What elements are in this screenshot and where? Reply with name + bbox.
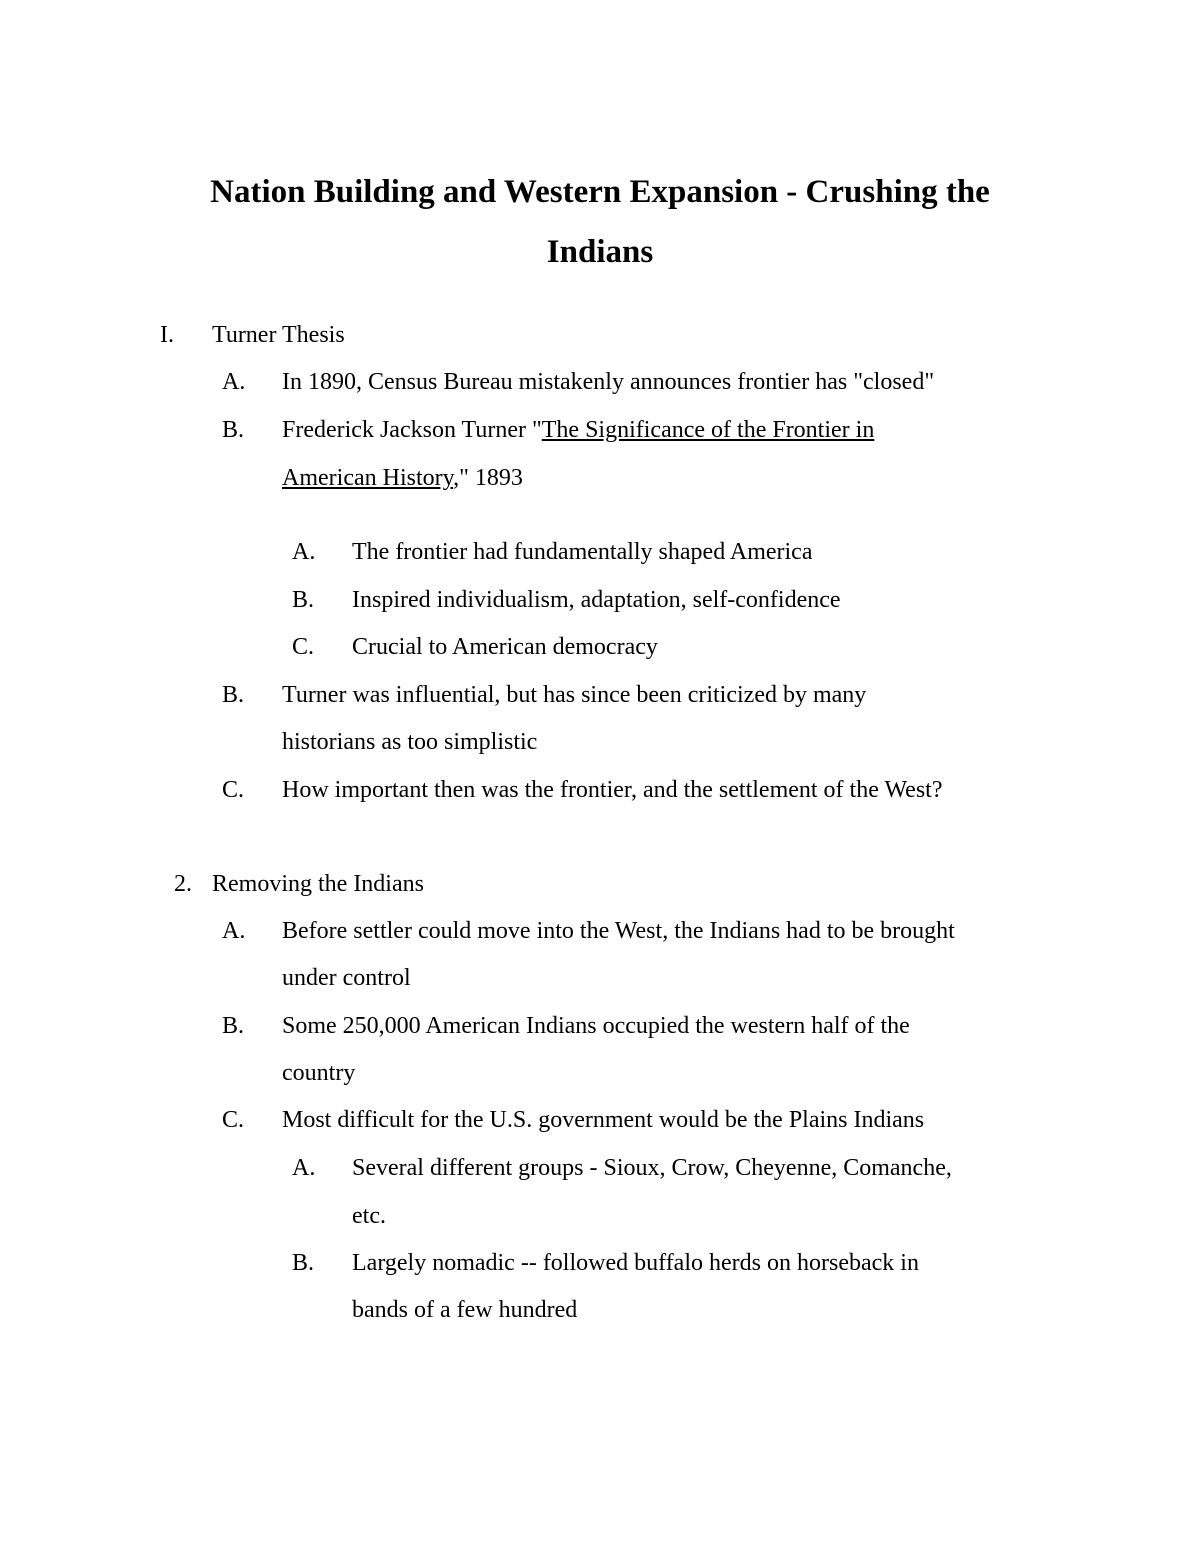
subitem-1b-c-text: Crucial to American democracy <box>352 634 658 660</box>
item-2b-text-line-2: country <box>282 1060 356 1086</box>
item-1b-marker: B. <box>222 417 245 443</box>
item-2c-marker: C. <box>222 1107 245 1133</box>
item-1c-marker: C. <box>222 777 245 803</box>
subitem-1b-a-text: The frontier had fundamentally shaped America <box>352 539 813 565</box>
item-1b-work-title-part-2: American History <box>282 465 454 491</box>
item-2c-text: Most difficult for the U.S. government would be the Plains Indians <box>282 1107 925 1133</box>
subitem-2c-a-text-line-2: etc. <box>352 1203 386 1229</box>
item-1b-text-line-1 <box>282 415 874 445</box>
item-2a-text-line-2: under control <box>282 965 411 991</box>
subitem-2c-a-marker: A. <box>292 1155 316 1181</box>
section-2-marker: 2. <box>174 871 192 897</box>
item-2a-text-line-1: Before settler could move into the West, the Indians had to be brought <box>282 918 955 944</box>
item-2a-marker: A. <box>222 918 246 944</box>
item-1b2-marker: B. <box>222 682 245 708</box>
subitem-2c-b-marker: B. <box>292 1250 315 1276</box>
item-1b-work-title-part-1: The Significance of the Frontier in <box>541 417 875 443</box>
item-1a-marker: A. <box>222 369 246 395</box>
document-title-line-2: Indians <box>546 234 654 270</box>
item-2b-marker: B. <box>222 1013 245 1039</box>
subitem-2c-b-text-line-2: bands of a few hundred <box>352 1297 578 1323</box>
subitem-1b-b-text: Inspired individualism, adaptation, self-confidence <box>352 587 841 613</box>
item-1b-suffix: ," 1893 <box>453 465 523 491</box>
subitem-1b-a-marker: A. <box>292 539 316 565</box>
subitem-2c-a-text-line-1: Several different groups - Sioux, Crow, Cheyenne, Comanche, <box>352 1155 952 1181</box>
item-1c-text: How important then was the frontier, and the settlement of the West? <box>282 777 943 803</box>
subitem-1b-b-marker: B. <box>292 587 315 613</box>
item-1b-prefix: Frederick Jackson Turner " <box>282 417 542 443</box>
subitem-2c-b-text-line-1: Largely nomadic -- followed buffalo herds on horseback in <box>352 1250 919 1276</box>
item-1b2-text-line-1: Turner was influential, but has since been criticized by many <box>282 682 867 708</box>
section-1-heading: Turner Thesis <box>212 322 345 348</box>
item-2b-text-line-1: Some 250,000 American Indians occupied the western half of the <box>282 1013 910 1039</box>
document-title-line-1: Nation Building and Western Expansion - Crushing the <box>210 174 990 210</box>
section-2-heading: Removing the Indians <box>212 871 424 897</box>
section-1-marker: I. <box>160 322 174 348</box>
item-1b-text-line-2 <box>282 463 523 493</box>
item-1a-text: In 1890, Census Bureau mistakenly announces frontier has "closed" <box>282 369 935 395</box>
subitem-1b-c-marker: C. <box>292 634 315 660</box>
item-1b2-text-line-2: historians as too simplistic <box>282 729 538 755</box>
